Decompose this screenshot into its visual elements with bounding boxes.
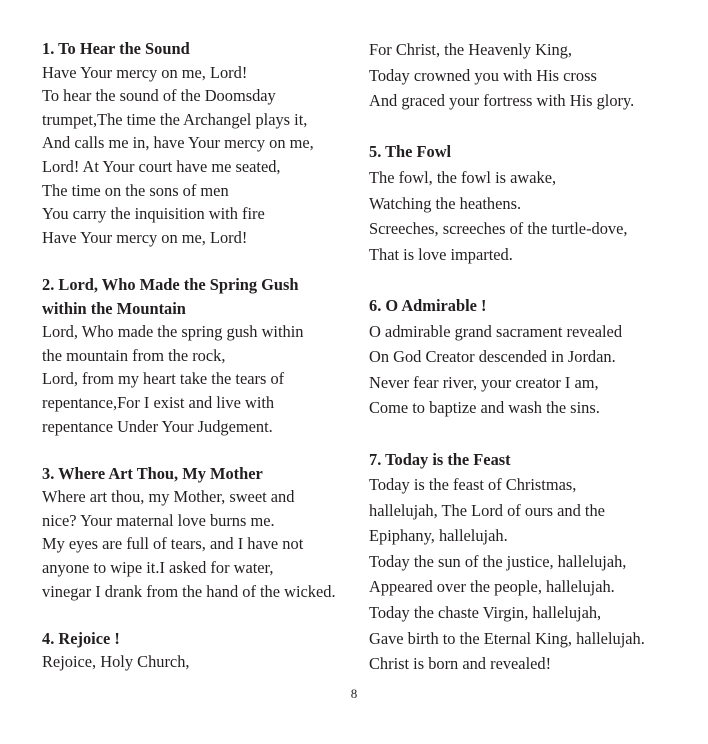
hymn-line: vinegar I drank from the hand of the wicked. xyxy=(42,581,336,601)
hymn-line: And calls me in, have Your mercy on me, xyxy=(42,133,314,153)
hymn-section xyxy=(369,447,689,677)
hymn-section xyxy=(369,293,689,421)
hymn-title: 6. O Admirable ! xyxy=(369,295,487,315)
hymn-line: You carry the inquisition with fire xyxy=(42,204,265,224)
section-spacer xyxy=(369,114,689,140)
hymn-line: Today the sun of the justice, hallelujah, xyxy=(369,551,627,571)
hymn-line: Lord, Who made the spring gush within xyxy=(42,322,304,342)
hymn-line: O admirable grand sacrament revealed xyxy=(369,321,623,341)
left-column xyxy=(42,37,352,674)
hymn-line: That is love imparted. xyxy=(369,244,513,264)
hymn-line: Lord, from my heart take the tears of xyxy=(42,369,285,389)
hymn-line: Today crowned you with His cross xyxy=(369,65,597,85)
hymn-line: And graced your fortress with His glory. xyxy=(369,91,635,111)
section-spacer xyxy=(369,267,689,293)
hymn-line: Lord! At Your court have me seated, xyxy=(42,156,281,176)
hymn-title: 7. Today is the Feast xyxy=(369,449,511,469)
hymn-line: The time on the sons of men xyxy=(42,180,229,200)
section-spacer xyxy=(42,438,352,462)
hymn-line: On God Creator descended in Jordan. xyxy=(369,347,616,367)
hymn-title: within the Mountain xyxy=(42,298,186,318)
section-spacer xyxy=(369,421,689,447)
hymn-section xyxy=(42,273,352,438)
hymn-line: Gave birth to the Eternal King, hallelujah. xyxy=(369,628,645,648)
hymn-line: Appeared over the people, hallelujah. xyxy=(369,577,615,597)
hymn-line: Have Your mercy on me, Lord! xyxy=(42,227,248,247)
hymn-title: 4. Rejoice ! xyxy=(42,628,120,648)
hymn-line: Today the chaste Virgin, hallelujah, xyxy=(369,603,602,623)
hymn-section xyxy=(42,462,352,604)
hymn-title: 3. Where Art Thou, My Mother xyxy=(42,463,263,483)
hymn-section xyxy=(42,627,352,674)
hymn-line: Have Your mercy on me, Lord! xyxy=(42,62,248,82)
hymn-line: Rejoice, Holy Church, xyxy=(42,652,190,672)
hymn-line: Christ is born and revealed! xyxy=(369,654,552,674)
hymn-line: nice? Your maternal love burns me. xyxy=(42,510,275,530)
hymn-title: 2. Lord, Who Made the Spring Gush xyxy=(42,274,299,294)
section-spacer xyxy=(42,249,352,273)
section-spacer xyxy=(42,603,352,627)
hymn-line: Come to baptize and wash the sins. xyxy=(369,398,600,418)
hymn-line: repentance Under Your Judgement. xyxy=(42,416,273,436)
hymn-line: Watching the heathens. xyxy=(369,193,522,213)
hymn-line: For Christ, the Heavenly King, xyxy=(369,40,573,59)
hymn-section xyxy=(369,139,689,267)
hymn-line: repentance,For I exist and live with xyxy=(42,392,275,412)
page-number: 8 xyxy=(350,686,358,701)
hymn-section xyxy=(369,37,689,114)
hymn-line: Today is the feast of Christmas, xyxy=(369,475,577,495)
hymn-line: Epiphany, hallelujah. xyxy=(369,526,508,546)
hymn-line: the mountain from the rock, xyxy=(42,345,226,365)
right-column xyxy=(369,37,689,677)
hymn-section xyxy=(42,37,352,249)
hymn-title: 1. To Hear the Sound xyxy=(42,39,190,58)
hymn-title: 5. The Fowl xyxy=(369,142,452,162)
hymn-line: Never fear river, your creator I am, xyxy=(369,372,599,392)
hymn-line: hallelujah, The Lord of ours and the xyxy=(369,500,605,520)
hymn-line: Where art thou, my Mother, sweet and xyxy=(42,487,295,507)
hymn-line: To hear the sound of the Doomsday xyxy=(42,86,276,106)
hymn-line: Screeches, screeches of the turtle-dove, xyxy=(369,219,628,239)
hymn-line: anyone to wipe it.I asked for water, xyxy=(42,558,274,578)
hymn-line: My eyes are full of tears, and I have not xyxy=(42,534,304,554)
hymn-line: The fowl, the fowl is awake, xyxy=(369,167,557,187)
hymn-line: trumpet,The time the Archangel plays it, xyxy=(42,109,308,129)
